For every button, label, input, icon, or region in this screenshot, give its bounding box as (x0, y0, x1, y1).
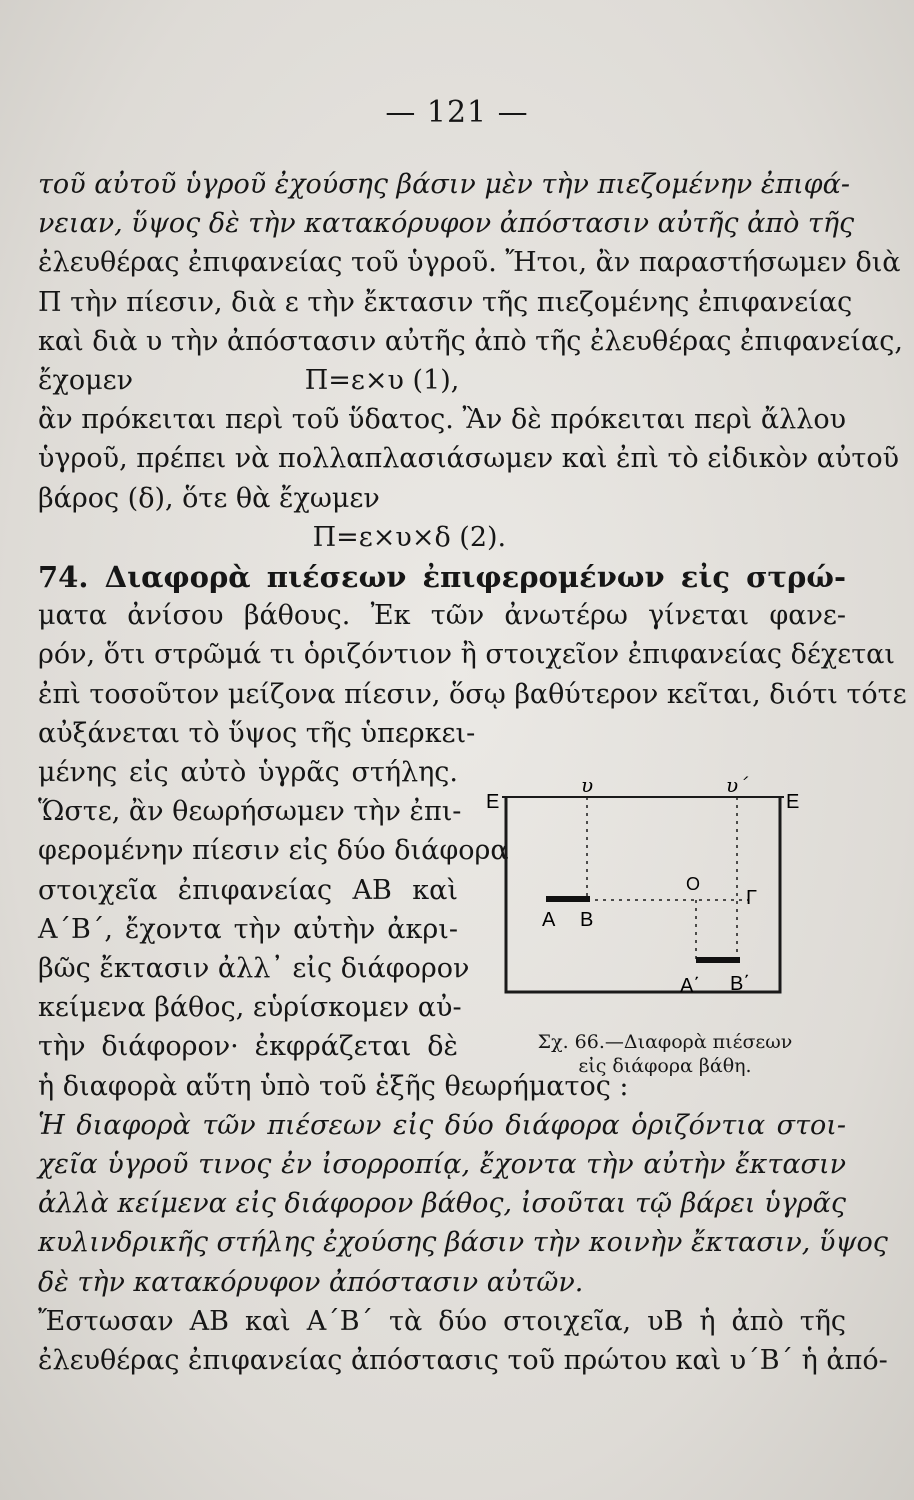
figure-caption-line-1: Σχ. 66.—Διαφορὰ πιέσεων (537, 1031, 793, 1053)
label-a: Α (542, 909, 556, 931)
element-ab (546, 896, 590, 902)
vessel-diagram (484, 770, 844, 1040)
figure-caption (490, 1030, 840, 1078)
text-line: ἂν πρόκειται περὶ τοῦ ὕδατος. Ἂν δὲ πρόκειται περὶ ἄλλου (38, 404, 846, 436)
text-line: ἔχομεν Π=ε×υ (1), (38, 365, 460, 396)
label-e-right: Ε (786, 791, 800, 813)
figure-vessel-diagram (484, 770, 844, 1040)
text-line: τὴν διάφορον· ἐκφράζεται δὲ (38, 1031, 458, 1063)
text-line: φερομένην πίεσιν εἰς δύο διάφορα (38, 835, 509, 867)
element-a-prime-b-prime (696, 957, 740, 963)
figure-caption-line-2: εἰς διάφορα βάθη. (578, 1055, 752, 1077)
text-line: ὑγροῦ, πρέπει νὰ πολλαπλασιάσωμεν καὶ ἐπὶ τὸ εἰδικὸν αὐτοῦ (38, 443, 900, 475)
text-line: ἐλευθέρας ἐπιφανείας τοῦ ὑγροῦ. Ἤτοι, ἂν παραστήσωμεν διὰ (38, 247, 901, 279)
text-line: 74. Διαφορὰ πιέσεων ἐπιφερομένων εἰς στρώ- (38, 560, 846, 594)
label-a-prime: Α΄ (680, 975, 700, 997)
text-line: ἀλλὰ κείμενα εἰς διάφορον βάθος, ἰσοῦται τῷ βάρει ὑγρᾶς (38, 1188, 846, 1220)
text-line: βάρος (δ), ὅτε θὰ ἔχωμεν (38, 482, 380, 514)
text-line: ἡ διαφορὰ αὕτη ὑπὸ τοῦ ἑξῆς θεωρήματος : (38, 1070, 629, 1102)
text-line: αὐξάνεται τὸ ὕψος τῆς ὑπερκει- (38, 717, 476, 749)
text-line: στοιχεῖα ἐπιφανείας ΑΒ καὶ (38, 874, 458, 906)
text-line: νειαν, ὕψος δὲ τὴν κατακόρυφον ἀπόστασιν αὐτῆς ἀπὸ τῆς (38, 208, 855, 240)
text-line: ρόν, ὅτι στρῶμά τι ὁριζόντιον ἢ στοιχεῖον ἐπιφανείας δέχεται (38, 639, 895, 671)
label-u-prime: υ΄ (726, 773, 749, 797)
text-line: καὶ διὰ υ τὴν ἀπόστασιν αὐτῆς ἀπὸ τῆς ἐλευθέρας ἐπιφανείας, (38, 325, 903, 357)
text-line: ἐλευθέρας ἐπιφανείας ἀπόστασις τοῦ πρώτου καὶ υ΄Β΄ ἡ ἀπό- (38, 1345, 888, 1376)
text-line: δὲ τὴν κατακόρυφον ἀπόστασιν αὐτῶν. (38, 1266, 584, 1298)
text-line: Ἡ διαφορὰ τῶν πιέσεων εἰς δύο διάφορα ὁριζόντια στοι- (38, 1109, 846, 1141)
label-b-prime: Β΄ (730, 973, 750, 995)
label-u: υ (581, 773, 594, 797)
text-line: κείμενα βάθος, εὑρίσκομεν αὐ- (38, 992, 462, 1024)
text-line: ματα ἀνίσου βάθους. Ἐκ τῶν ἀνωτέρω γίνεται φανε- (38, 600, 846, 632)
text-line: Ὥστε, ἂν θεωρήσωμεν τὴν ἐπι- (38, 796, 462, 828)
text-line: Π=ε×υ×δ (2). (38, 521, 507, 553)
text-line: Π τὴν πίεσιν, διὰ ε τὴν ἔκτασιν τῆς πιεζομένης ἐπιφανείας (38, 286, 853, 318)
label-e-left: Ε (486, 791, 500, 813)
text-line: Α΄Β΄, ἔχοντα τὴν αὐτὴν ἀκρι- (38, 913, 458, 945)
text-line: χεῖα ὑγροῦ τινος ἐν ἰσορροπίᾳ, ἔχοντα τὴν αὐτὴν ἔκτασιν (38, 1149, 846, 1180)
text-line: μένης εἰς αὐτὸ ὑγρᾶς στήλης. (38, 757, 458, 788)
text-line: κυλινδρικῆς στήλης ἐχούσης βάσιν τὴν κοινὴν ἔκτασιν, ὕψος (38, 1227, 888, 1259)
page-number: — 121 — (385, 95, 529, 130)
label-o: Ο (686, 874, 701, 894)
label-b: Β (580, 909, 594, 931)
label-g: Γ (746, 887, 758, 909)
text-line: Ἔστωσαν ΑΒ καὶ Α΄Β΄ τὰ δύο στοιχεῖα, υΒ ἡ ἀπὸ τῆς (38, 1305, 846, 1337)
text-line: βῶς ἔκτασιν ἀλλ᾽ εἰς διάφορον (38, 953, 470, 984)
text-line: τοῦ αὐτοῦ ὑγροῦ ἐχούσης βάσιν μὲν τὴν πιεζομένην ἐπιφά- (38, 169, 850, 200)
text-line: ἐπὶ τοσοῦτον μείζονα πίεσιν, ὅσῳ βαθύτερον κεῖται, διότι τότε (38, 678, 907, 710)
